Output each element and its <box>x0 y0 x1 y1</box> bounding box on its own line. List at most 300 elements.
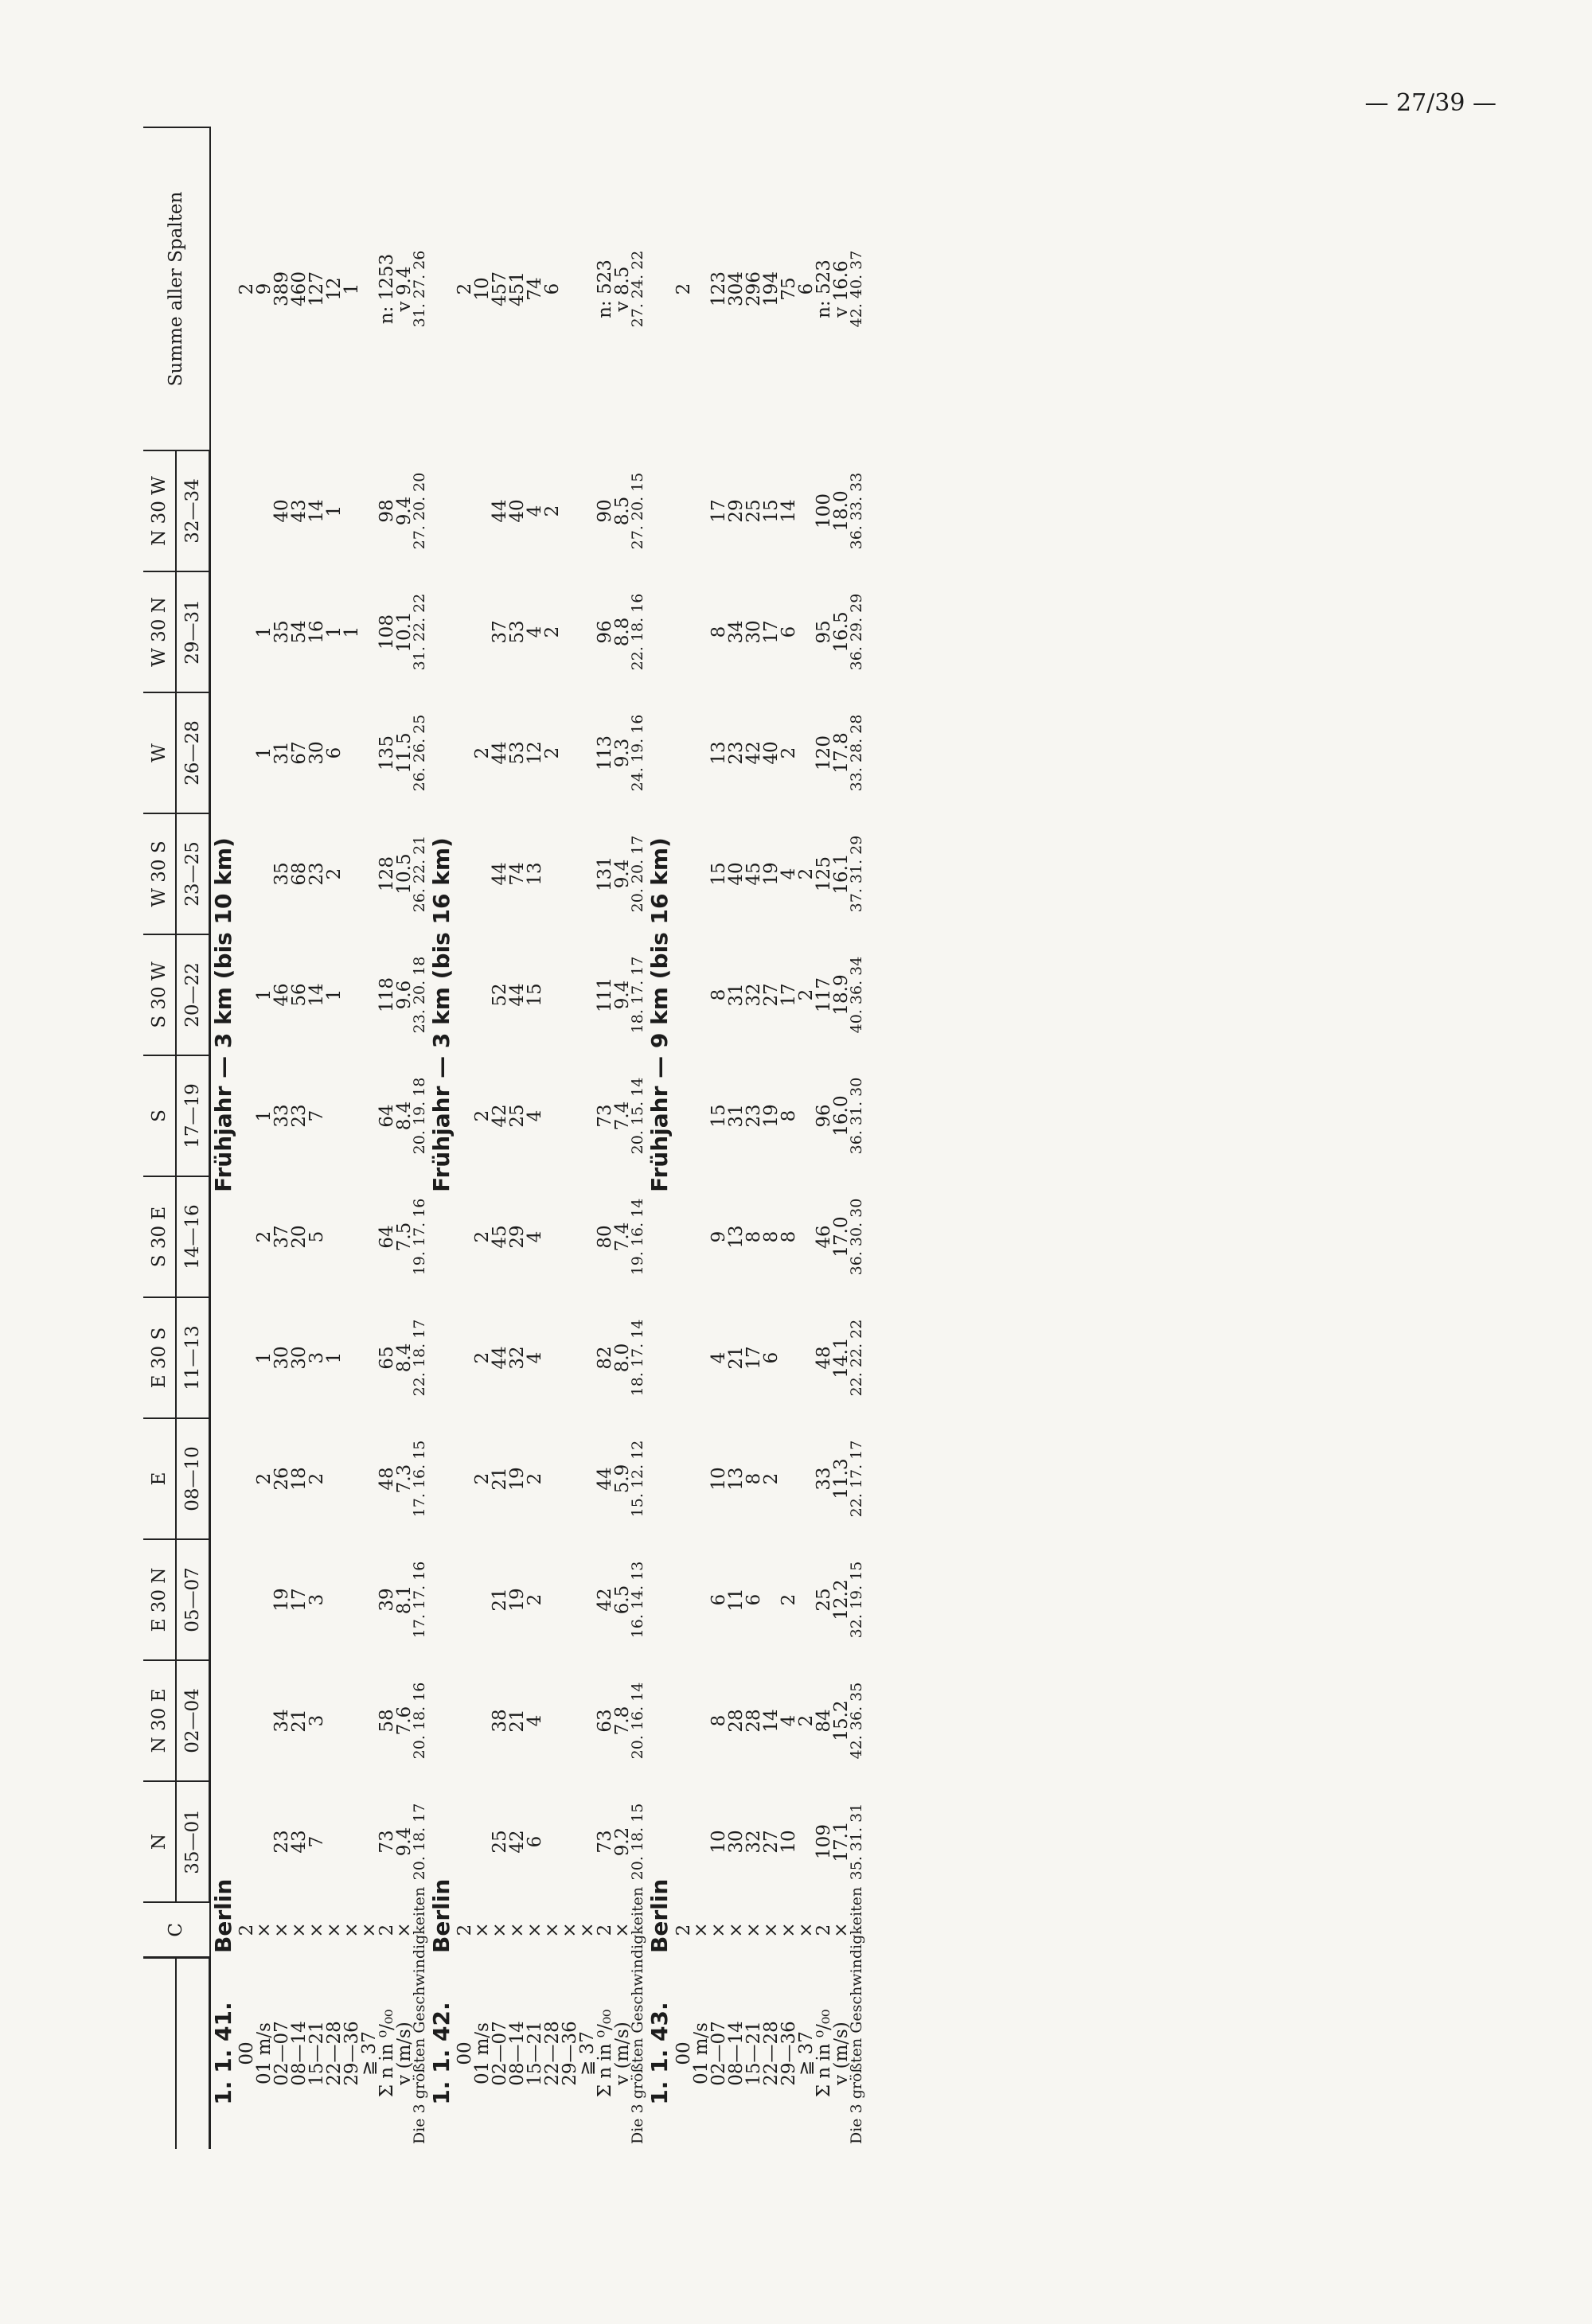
row-header-corner-lower <box>176 1958 210 2149</box>
table-cell: 33 <box>813 1467 834 1491</box>
table-cell: 22—28 <box>324 2021 345 2086</box>
direction-column <box>673 1297 866 1418</box>
table-cell <box>560 1544 577 1655</box>
table-cell: 64 <box>377 1104 398 1128</box>
table-cell: 123 <box>708 271 729 306</box>
table-cell: 75 <box>778 277 799 301</box>
table-cell: × <box>708 1922 729 1938</box>
table-cell: v 16.6 <box>830 260 852 318</box>
table-cell <box>560 1423 577 1534</box>
table-cell <box>673 1665 691 1776</box>
direction-column <box>455 450 647 571</box>
table-cell: 10 <box>708 1830 729 1854</box>
table-cell: 2 <box>472 747 494 759</box>
table-cell <box>577 455 595 567</box>
table-cell: 40 <box>725 862 747 886</box>
direction-column <box>673 571 866 692</box>
direction-column <box>673 1418 866 1539</box>
table-cell <box>673 818 691 930</box>
table-cell: 43 <box>289 1830 310 1854</box>
table-cell: 00 <box>455 2041 476 2065</box>
table-cell: 8 <box>760 1230 782 1243</box>
table-cell: × <box>359 1922 380 1938</box>
table-cell: 100 <box>813 493 834 528</box>
table-cell: 12.2 <box>830 1579 852 1620</box>
table-cell: 15.2 <box>830 1700 852 1741</box>
table-cell <box>236 1181 254 1293</box>
section-data-row <box>673 127 866 2149</box>
table-cell: 68 <box>289 862 310 886</box>
table-cell <box>359 1060 377 1172</box>
table-cell <box>359 1544 377 1655</box>
table-cell: 2 <box>306 1472 328 1485</box>
table-cell: 2 <box>673 1924 694 1936</box>
table-cell: ≧ 37 <box>359 2031 380 2076</box>
table-cell: 33 <box>271 1104 293 1128</box>
table-cell: 8 <box>778 1109 799 1122</box>
table-cell <box>254 455 271 567</box>
table-cell: 9.2 <box>612 1827 634 1857</box>
table-cell: 20. 18. 15 <box>629 1803 647 1881</box>
table-cell: 44 <box>490 862 511 886</box>
table-cell <box>691 455 708 567</box>
table-cell <box>455 1544 472 1655</box>
table-cell <box>236 1786 254 1897</box>
table-cell: 17.8 <box>830 732 852 774</box>
table-cell: Die 3 größten Geschwindigkeiten <box>411 1886 429 2144</box>
table-cell: 15—21 <box>525 2021 546 2086</box>
table-cell: Σ n in ⁰/₀₀ <box>813 2009 834 2098</box>
table-cell: 18 <box>289 1467 310 1491</box>
table-cell: 451 <box>507 271 529 306</box>
table-cell: 22. 17. 17 <box>847 1440 865 1518</box>
table-cell <box>560 1786 577 1897</box>
table-cell: 98 <box>377 499 398 523</box>
table-cell: 9.3 <box>612 738 634 768</box>
table-cell: 18.0 <box>830 490 852 532</box>
table-cell: 6 <box>525 1835 546 1848</box>
table-cell: 128 <box>377 856 398 891</box>
page-number: — 27/39 — <box>1364 89 1496 117</box>
direction-code-header: 29—31 <box>176 571 210 692</box>
table-cell: 8 <box>743 1472 764 1485</box>
table-cell: 5 <box>306 1230 328 1243</box>
sum-column <box>455 127 647 450</box>
table-cell: 14 <box>306 499 328 523</box>
table-cell <box>455 1665 472 1776</box>
table-cell: 12 <box>324 277 345 301</box>
table-cell: 42 <box>507 1830 529 1854</box>
direction-column <box>455 571 647 692</box>
table-cell: 31. 27. 26 <box>411 250 429 328</box>
table-cell: 13 <box>725 1225 747 1249</box>
table-cell: 16.1 <box>830 853 852 895</box>
section-date: 1. 1. 41. <box>210 2002 236 2105</box>
direction-header: N <box>143 1781 176 1902</box>
table-cell: 17 <box>760 620 782 644</box>
section-station: Berlin <box>646 1878 673 1953</box>
table-cell: 32 <box>743 1830 764 1854</box>
table-cell: 36. 33. 33 <box>847 472 865 550</box>
table-cell: 23. 20. 18 <box>411 956 429 1034</box>
table-cell <box>455 1181 472 1293</box>
table-cell: 131 <box>595 856 616 891</box>
direction-column <box>236 450 429 571</box>
table-cell <box>691 1423 708 1534</box>
table-cell: 9.4 <box>612 859 634 889</box>
table-cell <box>359 697 377 809</box>
table-cell: × <box>830 1922 852 1938</box>
table-cell <box>359 939 377 1051</box>
table-cell: 40. 36. 34 <box>847 956 865 1034</box>
table-cell: 20. 16. 14 <box>629 1682 647 1760</box>
table-cell <box>577 1060 595 1172</box>
table-cell: 1 <box>324 505 345 517</box>
table-cell: 31. 22. 22 <box>411 593 429 671</box>
table-cell: 3 <box>306 1593 328 1606</box>
table-cell: 23 <box>743 1104 764 1128</box>
table-cell <box>472 939 490 1051</box>
table-cell: 2 <box>795 1714 817 1727</box>
table-cell: 15. 12. 12 <box>629 1440 647 1518</box>
table-cell: 15—21 <box>306 2021 328 2086</box>
table-cell: 2 <box>778 747 799 759</box>
table-cell: × <box>507 1922 529 1938</box>
table-cell: v 8.5 <box>612 266 634 312</box>
table-cell: 32 <box>507 1346 529 1370</box>
section-data-row <box>236 127 429 2149</box>
table-cell: 12 <box>525 741 546 765</box>
table-cell <box>236 697 254 809</box>
table-cell <box>560 1302 577 1414</box>
table-cell: 35. 31. 31 <box>847 1803 865 1881</box>
table-cell: Σ n in ⁰/₀₀ <box>377 2009 398 2098</box>
table-cell <box>691 1181 708 1293</box>
table-cell: ≧ 37 <box>795 2031 817 2076</box>
table-cell: 08—14 <box>507 2021 529 2086</box>
table-cell: 19 <box>760 1104 782 1128</box>
table-cell: 8.0 <box>612 1343 634 1373</box>
table-cell: 10 <box>472 277 494 301</box>
table-cell: 95 <box>813 620 834 644</box>
table-cell: 14 <box>760 1709 782 1733</box>
table-cell <box>673 1302 691 1414</box>
table-cell: 7.4 <box>612 1222 634 1252</box>
table-cell: 37 <box>271 1225 293 1249</box>
table-cell: 16 <box>306 620 328 644</box>
table-cell: 15 <box>708 862 729 886</box>
direction-header: E 30 N <box>143 1539 176 1660</box>
table-cell: 27 <box>760 1830 782 1854</box>
section-date: 1. 1. 43. <box>646 2002 673 2105</box>
direction-header: S <box>143 1055 176 1176</box>
table-cell <box>577 939 595 1051</box>
table-cell <box>236 818 254 930</box>
table-cell: 7.6 <box>394 1706 416 1736</box>
table-cell <box>577 1665 595 1776</box>
table-cell <box>359 1423 377 1534</box>
direction-code-header: 32—34 <box>176 450 210 571</box>
table-cell: × <box>725 1922 747 1938</box>
table-cell <box>691 1665 708 1776</box>
table-cell: 4 <box>778 868 799 880</box>
table-cell: 6 <box>760 1351 782 1364</box>
table-cell <box>455 1060 472 1172</box>
table-cell <box>455 576 472 688</box>
direction-column <box>236 571 429 692</box>
direction-header: W 30 N <box>143 571 176 692</box>
table-cell: × <box>542 1922 564 1938</box>
table-cell: n: 523 <box>813 259 834 318</box>
table-cell: 44 <box>595 1467 616 1491</box>
table-cell: 17. 17. 16 <box>411 1561 429 1639</box>
table-cell <box>359 1786 377 1897</box>
table-cell: 20. 18. 17 <box>411 1803 429 1881</box>
table-cell: 9.6 <box>394 980 416 1010</box>
table-cell: 2 <box>542 626 564 638</box>
table-cell <box>455 1786 472 1897</box>
table-cell: 2 <box>254 1472 275 1485</box>
table-cell <box>254 1665 271 1776</box>
table-cell <box>673 1544 691 1655</box>
table-cell: 28 <box>743 1709 764 1733</box>
table-cell: 2 <box>778 1593 799 1606</box>
table-cell: 7.5 <box>394 1222 416 1252</box>
table-cell <box>691 818 708 930</box>
table-cell: 8 <box>743 1230 764 1243</box>
table-cell: 16.0 <box>830 1095 852 1137</box>
table-cell: 7.4 <box>612 1101 634 1131</box>
direction-code-header: 35—01 <box>176 1781 210 1902</box>
table-cell: 11 <box>725 1588 747 1612</box>
section-data-row <box>455 127 647 2149</box>
table-cell: 125 <box>813 856 834 891</box>
table-cell: 13 <box>525 862 546 886</box>
table-cell: 00 <box>236 2041 258 2065</box>
table-cell <box>560 939 577 1051</box>
table-cell: 64 <box>377 1225 398 1249</box>
table-cell: 42. 36. 35 <box>847 1682 865 1760</box>
table-cell: 37. 31. 29 <box>847 835 865 913</box>
table-cell: 21 <box>289 1709 310 1733</box>
direction-column <box>455 934 647 1055</box>
table-cell: 20 <box>289 1225 310 1249</box>
table-cell: 1 <box>324 988 345 1001</box>
table-cell: 457 <box>490 271 511 306</box>
table-cell: 4 <box>525 626 546 638</box>
table-cell: 46 <box>271 983 293 1007</box>
table-cell: 36. 29. 29 <box>847 593 865 671</box>
table-cell <box>236 455 254 567</box>
direction-column <box>236 1660 429 1781</box>
section-title: Frühjahr — 9 km (bis 16 km) <box>646 837 673 1192</box>
table-cell <box>472 818 490 930</box>
table-cell: 2 <box>254 1230 275 1243</box>
table-cell: 96 <box>813 1104 834 1128</box>
table-cell: 17.1 <box>830 1821 852 1862</box>
table-cell: 296 <box>743 271 764 306</box>
table-cell <box>673 1423 691 1534</box>
table-cell <box>691 1786 708 1897</box>
table-cell: 2 <box>795 868 817 880</box>
table-cell <box>577 1302 595 1414</box>
table-cell <box>673 1181 691 1293</box>
table-cell: 22. 18. 16 <box>629 593 647 671</box>
table-cell <box>691 576 708 688</box>
direction-column <box>455 1176 647 1297</box>
table-cell: 20. 20. 17 <box>629 835 647 913</box>
table-cell: 26 <box>271 1467 293 1491</box>
section-title-row <box>647 127 673 2149</box>
table-cell <box>673 697 691 809</box>
table-cell: 19 <box>507 1588 529 1612</box>
table-cell <box>341 1181 359 1293</box>
table-cell: 22—28 <box>760 2021 782 2086</box>
table-cell: 2 <box>472 1230 494 1243</box>
sum-column <box>673 127 866 450</box>
table-cell: 1 <box>254 988 275 1001</box>
direction-header: S 30 E <box>143 1176 176 1297</box>
direction-column <box>455 1055 647 1176</box>
table-cell <box>455 455 472 567</box>
direction-column <box>236 934 429 1055</box>
table-cell <box>472 1786 490 1897</box>
table-cell: 38 <box>490 1709 511 1733</box>
table-cell: 9 <box>708 1230 729 1243</box>
table-cell: 304 <box>725 271 747 306</box>
sum-column-header: Summe aller Spalten <box>143 127 210 450</box>
table-cell: 40 <box>271 499 293 523</box>
table-cell <box>577 1423 595 1534</box>
table-cell: 117 <box>813 977 834 1012</box>
table-cell: 21 <box>490 1588 511 1612</box>
table-cell: 10.1 <box>394 611 416 653</box>
direction-column <box>236 1055 429 1176</box>
table-cell: 2 <box>324 868 345 880</box>
table-cell: 4 <box>778 1714 799 1727</box>
table-cell <box>691 1302 708 1414</box>
direction-column <box>236 1176 429 1297</box>
table-cell: 30 <box>725 1830 747 1854</box>
table-cell: 33. 28. 28 <box>847 714 865 792</box>
table-cell: 37 <box>490 620 511 644</box>
table-cell: 1 <box>254 626 275 638</box>
table-cell <box>472 576 490 688</box>
table-cell: 22. 18. 17 <box>411 1319 429 1397</box>
direction-code-header: 23—25 <box>176 813 210 934</box>
table-cell: 2 <box>236 1924 258 1936</box>
row-labels <box>236 1886 429 2149</box>
table-cell: 4 <box>525 1351 546 1364</box>
table-cell: 6 <box>324 747 345 759</box>
table-cell: 30 <box>289 1346 310 1370</box>
table-cell: Die 3 größten Geschwindigkeiten <box>847 1886 865 2144</box>
table-cell: 6 <box>743 1593 764 1606</box>
table-cell <box>455 1302 472 1414</box>
table-cell: × <box>778 1922 799 1938</box>
table-cell: 2 <box>236 283 258 295</box>
table-cell: 19 <box>271 1588 293 1612</box>
table-cell: 01 m/s <box>690 2022 712 2084</box>
table-cell: Σ n in ⁰/₀₀ <box>595 2009 616 2098</box>
table-cell: 7 <box>306 1109 328 1122</box>
table-cell: 84 <box>813 1709 834 1733</box>
table-cell: 9.4 <box>394 1827 416 1857</box>
table-cell: 44 <box>507 983 529 1007</box>
table-cell <box>341 1544 359 1655</box>
table-cell: 6.5 <box>612 1585 634 1615</box>
direction-header: N 30 E <box>143 1660 176 1781</box>
table-cell <box>673 1060 691 1172</box>
table-cell: 53 <box>507 620 529 644</box>
table-cell: 01 m/s <box>472 2022 494 2084</box>
table-cell: 02—07 <box>708 2021 729 2086</box>
section-title-row <box>210 127 237 2149</box>
direction-column <box>236 1297 429 1418</box>
table-cell: 8.8 <box>612 617 634 647</box>
table-cell <box>236 1060 254 1172</box>
direction-code-header: 17—19 <box>176 1055 210 1176</box>
table-cell: × <box>577 1922 599 1938</box>
direction-column <box>236 813 429 934</box>
table-cell: 5.9 <box>612 1464 634 1494</box>
table-cell: 3 <box>306 1714 328 1727</box>
table-cell: 7.3 <box>394 1464 416 1494</box>
section-title: Frühjahr — 3 km (bis 10 km) <box>210 837 236 1192</box>
c-marks <box>455 1902 647 1958</box>
table-cell: × <box>525 1922 546 1938</box>
table-cell <box>359 455 377 567</box>
direction-column <box>236 1539 429 1660</box>
table-cell: 19. 17. 16 <box>411 1198 429 1276</box>
table-cell: 02—07 <box>490 2021 511 2086</box>
direction-column <box>455 1539 647 1660</box>
table-cell <box>577 1544 595 1655</box>
table-cell: 18. 17. 17 <box>629 956 647 1034</box>
header-row-directions <box>143 127 176 2149</box>
table-cell: 2 <box>525 1593 546 1606</box>
table-cell: 63 <box>595 1709 616 1733</box>
table-cell <box>236 1544 254 1655</box>
table-cell: 15—21 <box>743 2021 764 2086</box>
table-cell: 40 <box>507 499 529 523</box>
direction-header: E 30 S <box>143 1297 176 1418</box>
table-cell: 6 <box>708 1593 729 1606</box>
table-cell: 90 <box>595 499 616 523</box>
table-cell: 25 <box>813 1588 834 1612</box>
table-cell: 4 <box>525 1109 546 1122</box>
table-cell <box>341 1786 359 1897</box>
table-cell <box>691 697 708 809</box>
section-title: Frühjahr — 3 km (bis 16 km) <box>428 837 455 1192</box>
table-cell: 27. 20. 20 <box>411 472 429 550</box>
table-cell <box>691 939 708 1051</box>
table-cell: 53 <box>507 741 529 765</box>
table-cell: 389 <box>271 271 293 306</box>
direction-column <box>673 1539 866 1660</box>
table-cell: 31 <box>725 1104 747 1128</box>
table-cell: 45 <box>743 862 764 886</box>
table-cell: 42 <box>490 1104 511 1128</box>
table-cell: 29 <box>725 499 747 523</box>
table-cell: 15 <box>708 1104 729 1128</box>
table-cell: 6 <box>795 283 817 295</box>
table-cell: × <box>324 1922 345 1938</box>
table-cell <box>341 1060 359 1172</box>
c-marks <box>673 1902 866 1958</box>
table-cell: 44 <box>490 499 511 523</box>
table-cell: 45 <box>490 1225 511 1249</box>
